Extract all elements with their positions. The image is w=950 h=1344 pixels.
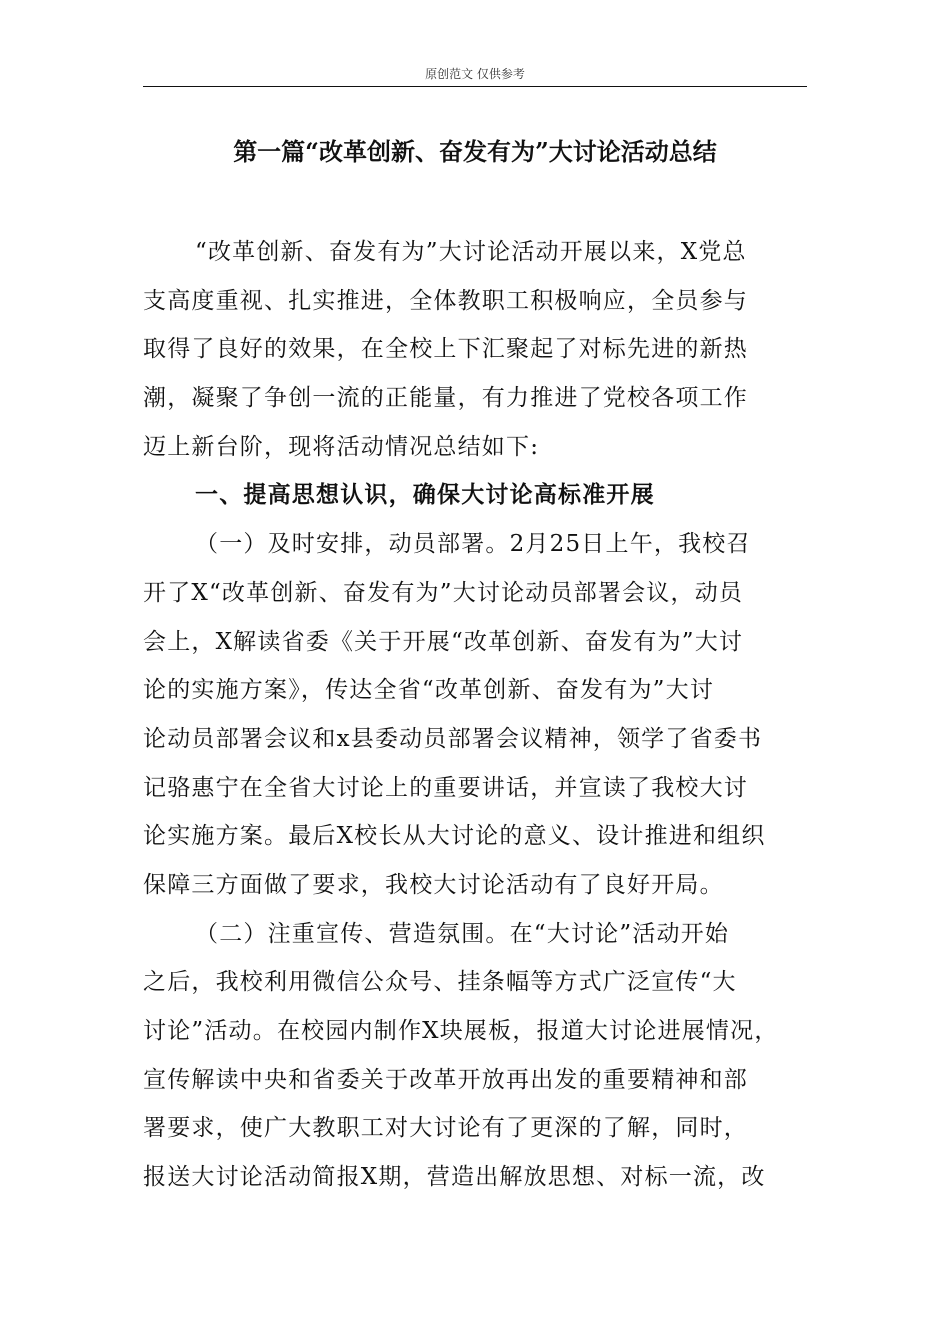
paragraph-line: 论实施方案。最后X校长从大讨论的意义、设计推进和组织 [143, 823, 766, 850]
paragraph-line: 取得了良好的效果，在全校上下汇聚起了对标先进的新热 [143, 336, 748, 363]
paragraph-line: 报送大讨论活动简报X期，营造出解放思想、对标一流，改 [143, 1164, 766, 1191]
paragraph-line: 署要求，使广大教职工对大讨论有了更深的了解，同时， [143, 1115, 748, 1142]
paragraph-line: 宣传解读中央和省委关于改革开放再出发的重要精神和部 [143, 1066, 748, 1093]
section-paragraph-1 [143, 520, 807, 910]
document-title: 第一篇“改革创新、奋发有为”大讨论活动总结 [233, 137, 717, 166]
paragraph-line: 之后，我校利用微信公众号、挂条幅等方式广泛宣传“大 [143, 969, 737, 996]
intro-paragraph [143, 228, 807, 471]
paragraph-line: 会上，X解读省委《关于开展“改革创新、奋发有为”大讨 [143, 628, 744, 655]
paragraph-line: 开了X“改革创新、奋发有为”大讨论动员部署会议，动员 [143, 579, 744, 606]
section-heading: 一、提高思想认识，确保大讨论高标准开展 [195, 481, 655, 509]
paragraph-line: 记骆惠宁在全省大讨论上的重要讲话，并宣读了我校大讨 [143, 774, 748, 801]
header-divider [143, 86, 807, 87]
paragraph-line: “改革创新、奋发有为”大讨论活动开展以来，X党总 [195, 239, 747, 265]
paragraph-line: 支高度重视、扎实推进，全体教职工积极响应，全员参与 [143, 287, 748, 314]
paragraph-line: 讨论”活动。在校园内制作X块展板，报道大讨论进展情况， [143, 1018, 779, 1045]
paragraph-line: 保障三方面做了要求，我校大讨论活动有了良好开局。 [143, 871, 724, 898]
paragraph-line: （二）注重宣传、营造氛围。在“大讨论”活动开始 [195, 920, 730, 947]
paragraph-line: 论的实施方案》，传达全省“改革创新、奋发有为”大讨 [143, 677, 715, 704]
page-header: 原创范文 仅供参考 [425, 67, 525, 81]
document-body [143, 228, 807, 1202]
section-paragraph-2 [143, 910, 807, 1202]
paragraph-line: 潮，凝聚了争创一流的正能量，有力推进了党校各项工作 [143, 385, 748, 412]
paragraph-line: 迈上新台阶，现将活动情况总结如下: [143, 433, 540, 460]
paragraph-line: 论动员部署会议和x县委动员部署会议精神，领学了省委书 [143, 725, 763, 752]
paragraph-line: （一）及时安排，动员部署。2月25日上午，我校召 [195, 531, 751, 558]
